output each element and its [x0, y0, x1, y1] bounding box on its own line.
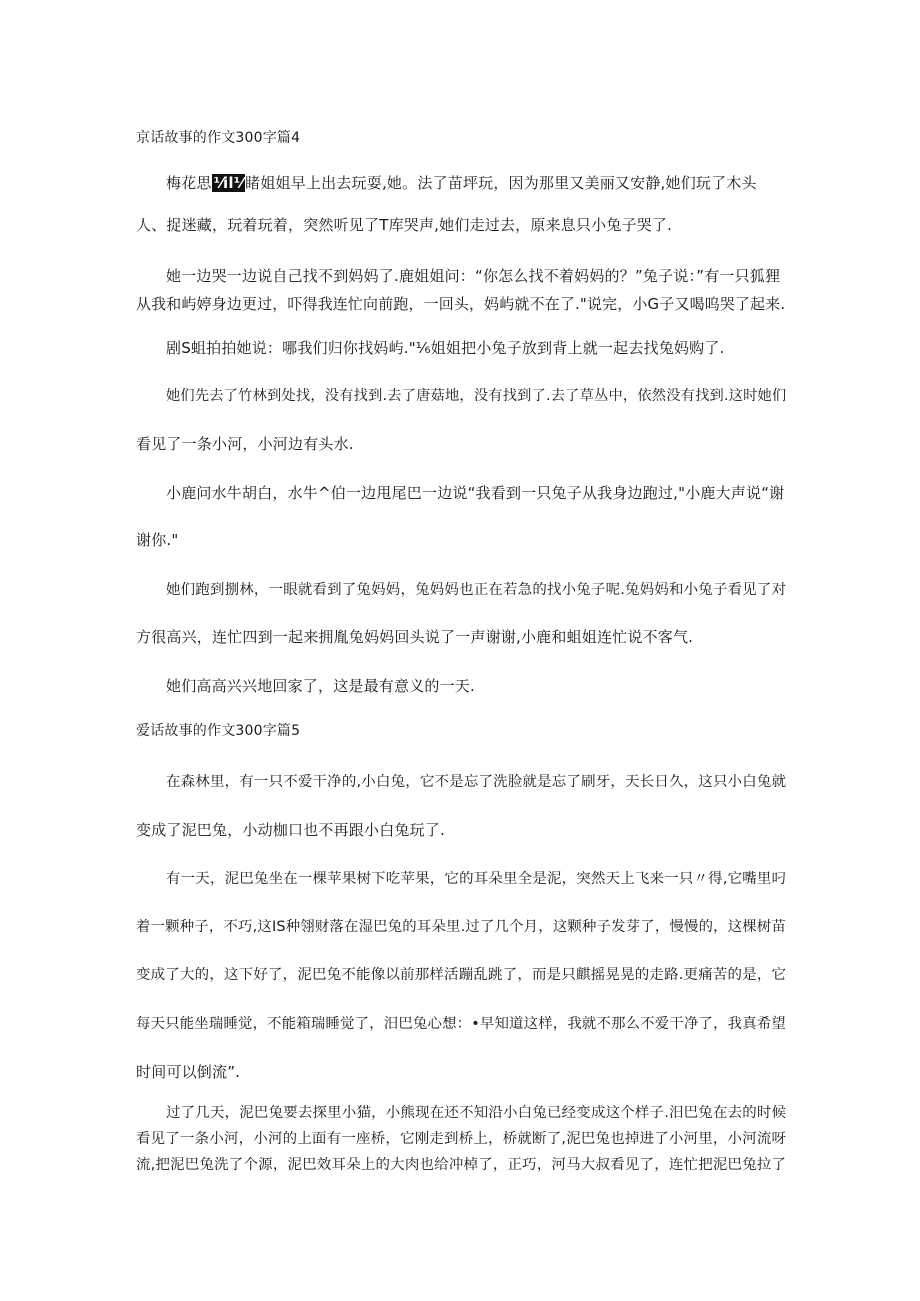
paragraph-2-line-1: 她一边哭一边说自己找不到妈妈了.鹿姐姐问：“你怎么找不着妈妈的？”兔子说：”有一只狐狸 [166, 267, 781, 285]
section-heading-5: 爱话故事的作文300字篇5 [136, 723, 301, 739]
redacted-mark: ⅟il⅟ [213, 174, 244, 192]
paragraph-1-line-1 [166, 173, 757, 193]
paragraph-2-line-2: 从我和屿婷身边更过，吓得我连忙向前跑，一回头，妈屿就不在了."说完，小G子又喝呜哭了起来. [136, 295, 786, 313]
paragraph-9-line-5: 时间可以倒流”. [136, 1063, 241, 1081]
paragraph-4-line-2: 看见了一条小河，小河边有头水. [136, 435, 354, 453]
paragraph-9-line-2: 着一颗种子，不巧,这IS种翎财落在湿巴兔的耳朵里.过了几个月，这颗种子发芽了，慢慢的，这棵树苗 [136, 919, 787, 935]
paragraph-5-line-2: 谢你." [136, 531, 179, 549]
paragraph-6-line-2: 方很高兴，连忙四到一起来拥胤兔妈妈回头说了一声谢谢,小鹿和蛆姐连忙说不客气. [136, 628, 694, 646]
paragraph-3: 剧S蛆拍拍她说：哪我们归你找妈屿."⅟₆姐姐把小兔子放到背上就一起去找兔妈购了. [166, 339, 725, 357]
paragraph-1-line-2: 人、捉迷藏，玩着玩着，突然听见了T库哭声,她们走过去，原来息只小兔子哭了. [136, 216, 673, 234]
paragraph-8-line-1: 在森林里，有一只不爱干净的,小白兔，它不是忘了洗脸就是忘了刷牙，天长日久，这只小白兔就 [166, 774, 787, 790]
paragraph-9-line-3: 变成了大的，这下好了，泥巴兔不能像以前那样活蹦乱跳了，而是只麒摇晃晃的走路.更痛苦的是，它 [136, 967, 787, 983]
paragraph-10-line-1: 过了几天，泥巴兔要去探里小猫，小熊现在还不知沿小白兔已经变成这个样子.汨巴兔在去的时候 [166, 1105, 787, 1121]
section-heading-4: 京话故事的作文300字篇4 [136, 130, 301, 146]
paragraph-4-line-1: 她们先去了竹林到处找，没有找到.去了唐菇地，没有找到了.去了草丛中，依然没有找到.这时她们 [166, 388, 787, 404]
paragraph-7: 她们高高兴兴地回家了，这是最有意义的一天. [166, 677, 475, 695]
paragraph-9-line-4: 每天只能坐瑞睡觉，不能箱瑞睡觉了，汨巴兔心想：•早知道这样，我就不那么不爱干净了，我真希望 [136, 1016, 786, 1032]
paragraph-8-line-2: 变成了泥巴兔，小动枷口也不再跟小白兔玩了. [136, 821, 445, 839]
paragraph-9-line-1: 有一天，泥巴兔坐在一棵苹果树下吃苹果，它的耳朵里全是泥，突然天上飞来一只〃得,它嘴里叼 [166, 871, 787, 887]
paragraph-10-line-2: 看见了一条小河，小河的上面有一座桥，它刚走到桥上，桥就断了,泥巴兔也掉进了小河里，小河流呀 [136, 1131, 787, 1147]
paragraph-5-line-1: 小鹿问水牛胡白，水牛^伯一边甩尾巴一边说“我看到一只兔子从我身边跑过,"小鹿大声说“谢 [166, 484, 785, 502]
text-fragment: 梅花思 [166, 174, 212, 192]
text-fragment: 睹姐姐早上出去玩耍,她。法了苗坪玩，因为那里又美丽又安静,她们玩了木头 [245, 174, 757, 192]
paragraph-6-line-1: 她们跑到捌林，一眼就看到了兔妈妈，兔妈妈也正在若急的找小兔子呢.兔妈妈和小兔子看见了对 [166, 582, 787, 598]
paragraph-10-line-3: 流,把泥巴兔洗了个源，泥巴效耳朵上的大肉也给冲棹了，正巧，河马大叔看见了，连忙把泥巴兔拉了 [136, 1157, 787, 1173]
